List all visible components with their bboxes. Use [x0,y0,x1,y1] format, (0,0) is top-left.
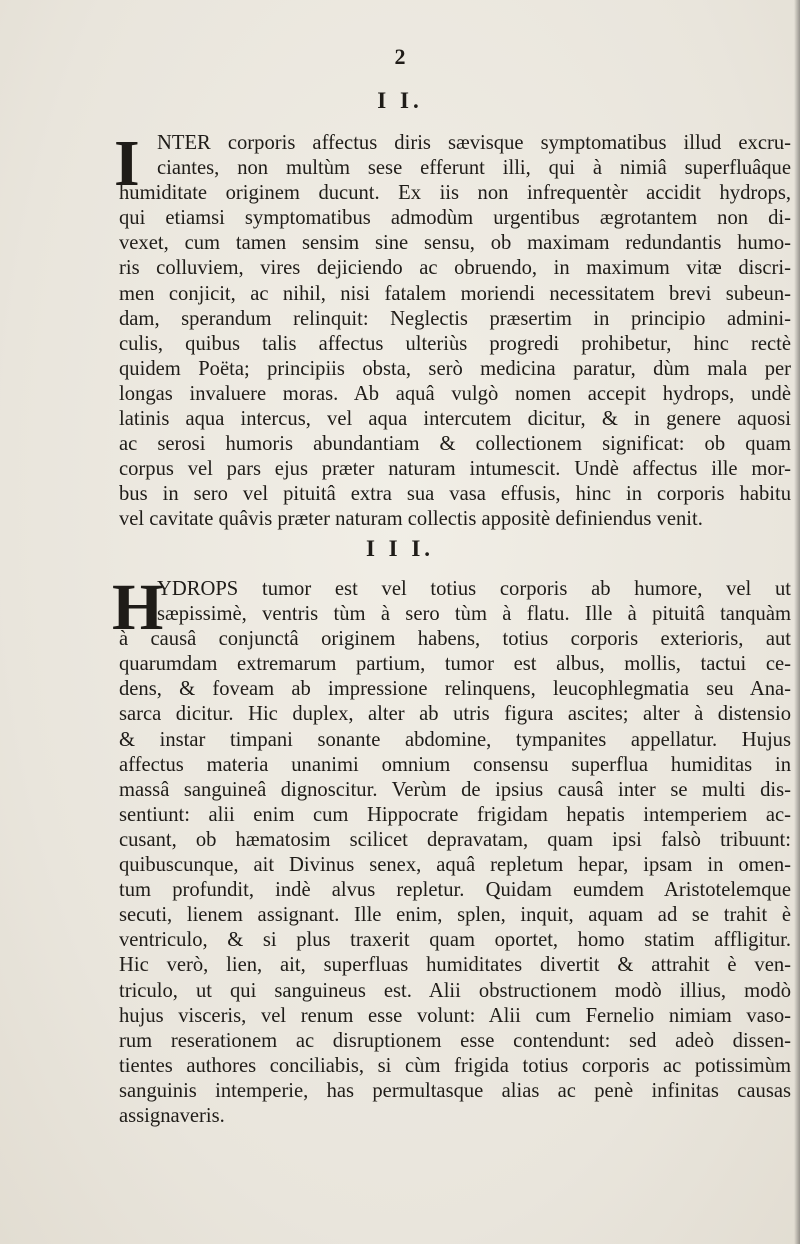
text-line: triculo, ut qui sanguineus est. Alii obstructionem modò illius, modò [119,979,791,1002]
text-line: affectus materia unanimi omnium consensu superflua humiditas in [119,753,791,776]
text-line: vexet, cum tamen sensim sine sensu, ob maximam redundantis humo- [119,232,791,255]
text-line: dam, sperandum relinquit: Neglectis præsertim in principio admini- [119,307,791,330]
text-line: massâ sanguineâ dignoscitur. Verùm de ipsius causâ inter se multi dis- [119,778,791,801]
text-line: vel cavitate quâvis præter naturam collectis appositè definiendus venit. [119,508,703,531]
section-heading-3: I I I. [365,536,435,561]
drop-cap-initial: H [112,571,164,644]
text-line: bus in sero vel pituitâ extra sua vasa effusis, hinc in corporis habitu [119,483,791,506]
text-line: sæpissimè, ventris tùm à sero tùm à flatu. Ille à pituitâ tanquàm [157,603,791,626]
text-line: longas invaluere moras. Ab aquâ vulgò nomen accepit hydrops, undè [119,382,791,405]
text-line: sanguinis intemperie, has permultasque alias ac penè infinitas causas [119,1079,791,1102]
text-line: à causâ conjunctâ originem habens, totius corporis exterioris, aut [119,628,791,651]
text-line: men conjicit, ac nihil, nisi fatalem moriendi necessitatem brevi subeun- [119,282,791,305]
text-line: tientes authores conciliabis, si cùm frigida totius corporis ac potissimùm [119,1054,791,1077]
text-line: humiditate originem ducunt. Ex iis non infrequentèr accidit hydrops, [119,182,791,205]
text-line: tum profundit, indè alvus repletur. Quidam eumdem Aristotelemque [119,879,791,902]
page-number: 2 [394,44,406,69]
text-line: hujus visceris, vel renum esse volunt: Alii cum Fernelio nimiam vaso- [119,1004,791,1027]
text-line: quidem Poëta; principiis obsta, serò medicina paratur, dùm mala per [119,357,791,380]
text-line: NTER corporis affectus diris sævisque symptomatibus illud excru- [157,132,791,154]
text-line: secuti, lienem assignant. Ille enim, splen, inquit, aquam ad se trahit è [119,904,791,927]
text-line: cusant, ob hæmatosim scilicet depravatam, quam ipsi falsò tribuunt: [119,828,791,851]
text-line: ventriculo, & si plus traxerit quam oportet, homo statim affligitur. [119,929,791,952]
text-line: corpus vel pars ejus præter naturam intumescit. Undè affectus ille mor- [119,458,791,481]
text-line: quarumdam extremarum partium, tumor est albus, mollis, tactui ce- [119,653,791,676]
section-heading-2: I I. [377,88,423,113]
text-line: sarca dicitur. Hic duplex, alter ab utris figura ascites; alter à distensio [119,703,791,726]
text-line: rum reserationem ac disruptionem esse contendunt: sed adeò dissen- [119,1029,791,1052]
text-line: sentiunt: alii enim cum Hippocrate frigidam hepatis intemperiem ac- [119,803,791,826]
text-line: ciantes, non multùm sese efferunt illi, qui à nimiâ superfluâque [157,157,791,180]
drop-cap-initial: I [114,127,140,200]
text-line: Hic verò, lien, ait, superfluas humiditates divertit & attrahit è ven- [119,954,791,977]
text-line: quibuscunque, ait Divinus senex, aquâ repletum hepar, ipsam in omen- [119,854,791,877]
text-line: & instar timpani sonante abdomine, tympanites appellatur. Hujus [119,728,791,751]
text-line: latinis aqua intercus, vel aqua intercutem dicitur, & in genere aquosi [119,408,791,431]
text-line: ac serosi humoris abundantiam & collectionem significat: ob quam [119,433,791,456]
text-line: qui etiamsi symptomatibus admodùm urgentibus ægrotantem non di- [119,207,791,230]
page-edge-shadow [794,0,800,1244]
text-line: dens, & foveam ab impressione relinquens, leucophlegmatia seu Ana- [119,678,791,701]
text-line: culis, quibus talis affectus ulteriùs progredi prohibetur, hinc rectè [119,332,791,355]
text-line: assignaveris. [119,1104,225,1127]
text-line: YDROPS tumor est vel totius corporis ab humore, vel ut [157,578,791,600]
section-2-paragraph [119,131,791,533]
text-line: ris colluviem, vires dejiciendo ac obruendo, in maximum vitæ discri- [119,257,791,280]
section-3-paragraph [119,577,791,1129]
